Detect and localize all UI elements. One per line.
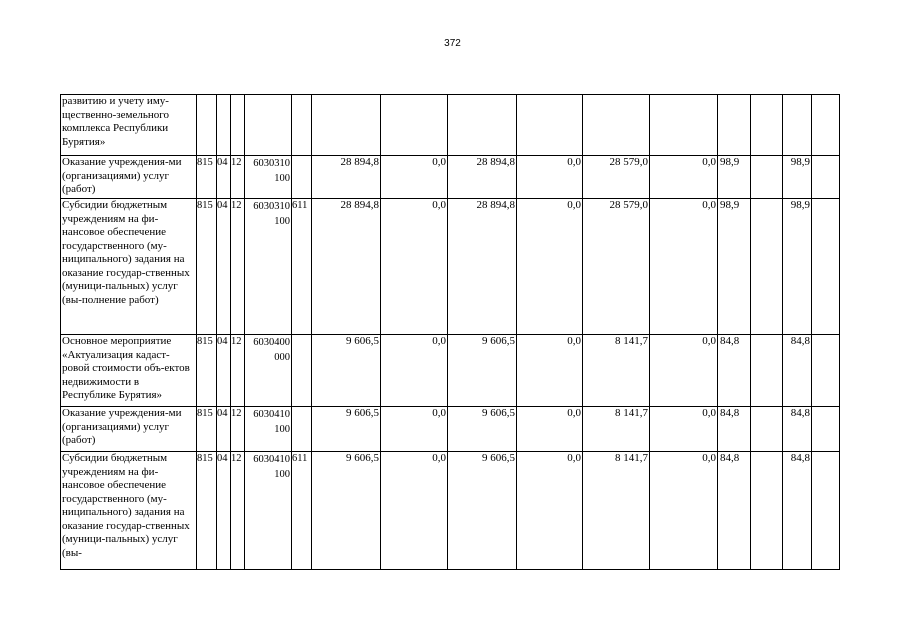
row-target-code-line1: 6030310	[253, 158, 290, 169]
row-percent-2	[751, 95, 783, 156]
row-value-4: 0,0	[517, 452, 583, 570]
row-value-2	[381, 95, 448, 156]
row-section-code: 04	[217, 199, 231, 335]
row-subsection-code: 12	[231, 335, 245, 407]
table-row	[61, 407, 840, 452]
row-target-code	[245, 407, 292, 452]
row-percent-2	[751, 407, 783, 452]
row-empty-cell	[812, 335, 840, 407]
row-expense-type	[292, 156, 312, 199]
row-percent-3: 84,8	[783, 452, 812, 570]
table-row	[61, 335, 840, 407]
row-expense-type	[292, 407, 312, 452]
row-section-code: 04	[217, 407, 231, 452]
row-percent-1: 84,8	[718, 452, 751, 570]
row-value-4: 0,0	[517, 335, 583, 407]
row-value-6: 0,0	[650, 335, 718, 407]
row-percent-1	[718, 95, 751, 156]
row-name: Оказание учреждения-ми (организациями) услуг (работ)	[61, 407, 197, 452]
row-target-code	[245, 335, 292, 407]
row-value-1: 28 894,8	[312, 199, 381, 335]
row-value-1: 9 606,5	[312, 452, 381, 570]
row-target-code-line2: 100	[274, 216, 290, 227]
row-percent-2	[751, 335, 783, 407]
row-value-3: 9 606,5	[448, 335, 517, 407]
row-percent-3: 84,8	[783, 335, 812, 407]
row-target-code-line1: 6030400	[253, 337, 290, 348]
row-value-5	[583, 95, 650, 156]
row-subsection-code: 12	[231, 452, 245, 570]
row-value-2: 0,0	[381, 199, 448, 335]
row-value-3	[448, 95, 517, 156]
row-target-code-line2: 100	[274, 173, 290, 184]
row-admin-code: 815	[197, 335, 217, 407]
row-percent-1: 98,9	[718, 156, 751, 199]
row-value-6: 0,0	[650, 156, 718, 199]
row-percent-3: 98,9	[783, 199, 812, 335]
row-value-4	[517, 95, 583, 156]
row-value-1: 9 606,5	[312, 407, 381, 452]
row-admin-code: 815	[197, 156, 217, 199]
row-percent-2	[751, 199, 783, 335]
row-value-5: 8 141,7	[583, 452, 650, 570]
row-empty-cell	[812, 95, 840, 156]
table-row	[61, 199, 840, 335]
row-value-3: 28 894,8	[448, 156, 517, 199]
row-subsection-code: 12	[231, 199, 245, 335]
row-value-3: 9 606,5	[448, 407, 517, 452]
row-admin-code: 815	[197, 199, 217, 335]
row-expense-type	[292, 335, 312, 407]
row-value-2: 0,0	[381, 452, 448, 570]
row-section-code	[217, 95, 231, 156]
row-section-code: 04	[217, 452, 231, 570]
row-percent-3	[783, 95, 812, 156]
row-name: Оказание учреждения-ми (организациями) услуг (работ)	[61, 156, 197, 199]
row-value-2: 0,0	[381, 156, 448, 199]
row-target-code	[245, 95, 292, 156]
row-value-6: 0,0	[650, 452, 718, 570]
row-value-5: 8 141,7	[583, 407, 650, 452]
row-value-2: 0,0	[381, 335, 448, 407]
row-value-1	[312, 95, 381, 156]
row-value-5: 28 579,0	[583, 199, 650, 335]
row-value-5: 28 579,0	[583, 156, 650, 199]
row-target-code	[245, 199, 292, 335]
row-percent-1: 98,9	[718, 199, 751, 335]
row-name: развитию и учету иму-щественно-земельного комплекса Республики Бурятия»	[61, 95, 197, 156]
row-percent-1: 84,8	[718, 407, 751, 452]
row-value-4: 0,0	[517, 199, 583, 335]
budget-table	[60, 94, 840, 570]
row-target-code-line1: 6030410	[253, 454, 290, 465]
row-target-code-line2: 000	[274, 352, 290, 363]
table-row	[61, 452, 840, 570]
row-percent-2	[751, 156, 783, 199]
row-admin-code: 815	[197, 452, 217, 570]
row-value-3: 28 894,8	[448, 199, 517, 335]
row-value-1: 28 894,8	[312, 156, 381, 199]
row-target-code-line1: 6030310	[253, 201, 290, 212]
row-target-code-line1: 6030410	[253, 409, 290, 420]
row-target-code-line2: 100	[274, 424, 290, 435]
row-percent-2	[751, 452, 783, 570]
table-body	[61, 95, 840, 570]
row-name: Субсидии бюджетным учреждениям на фи-нансовое обеспечение государственного (му-ниципального) задания на оказание государ-ственных (муници-пальных) услуг (вы-	[61, 452, 197, 570]
row-target-code	[245, 156, 292, 199]
row-expense-type: 611	[292, 199, 312, 335]
row-value-5: 8 141,7	[583, 335, 650, 407]
row-percent-3: 84,8	[783, 407, 812, 452]
row-value-6: 0,0	[650, 199, 718, 335]
row-value-6	[650, 95, 718, 156]
row-empty-cell	[812, 407, 840, 452]
row-name: Субсидии бюджетным учреждениям на фи-нансовое обеспечение государственного (му-ниципального) задания на оказание государ-ственных (муници-пальных) услуг (вы-полнение работ)	[61, 199, 197, 335]
row-admin-code: 815	[197, 407, 217, 452]
row-value-4: 0,0	[517, 156, 583, 199]
row-name: Основное мероприятие «Актуализация кадаст-ровой стоимости объ-ектов недвижимости в Республике Бурятия»	[61, 335, 197, 407]
row-subsection-code: 12	[231, 156, 245, 199]
row-target-code-line2: 100	[274, 469, 290, 480]
row-empty-cell	[812, 452, 840, 570]
row-value-2: 0,0	[381, 407, 448, 452]
row-percent-3: 98,9	[783, 156, 812, 199]
page-number: 372	[444, 38, 461, 49]
row-expense-type	[292, 95, 312, 156]
row-percent-1: 84,8	[718, 335, 751, 407]
row-admin-code	[197, 95, 217, 156]
table-row	[61, 156, 840, 199]
row-subsection-code: 12	[231, 407, 245, 452]
row-expense-type: 611	[292, 452, 312, 570]
row-target-code	[245, 452, 292, 570]
table-row	[61, 95, 840, 156]
row-empty-cell	[812, 199, 840, 335]
row-section-code: 04	[217, 335, 231, 407]
row-value-4: 0,0	[517, 407, 583, 452]
row-empty-cell	[812, 156, 840, 199]
row-value-1: 9 606,5	[312, 335, 381, 407]
row-value-6: 0,0	[650, 407, 718, 452]
row-section-code: 04	[217, 156, 231, 199]
row-value-3: 9 606,5	[448, 452, 517, 570]
row-subsection-code	[231, 95, 245, 156]
